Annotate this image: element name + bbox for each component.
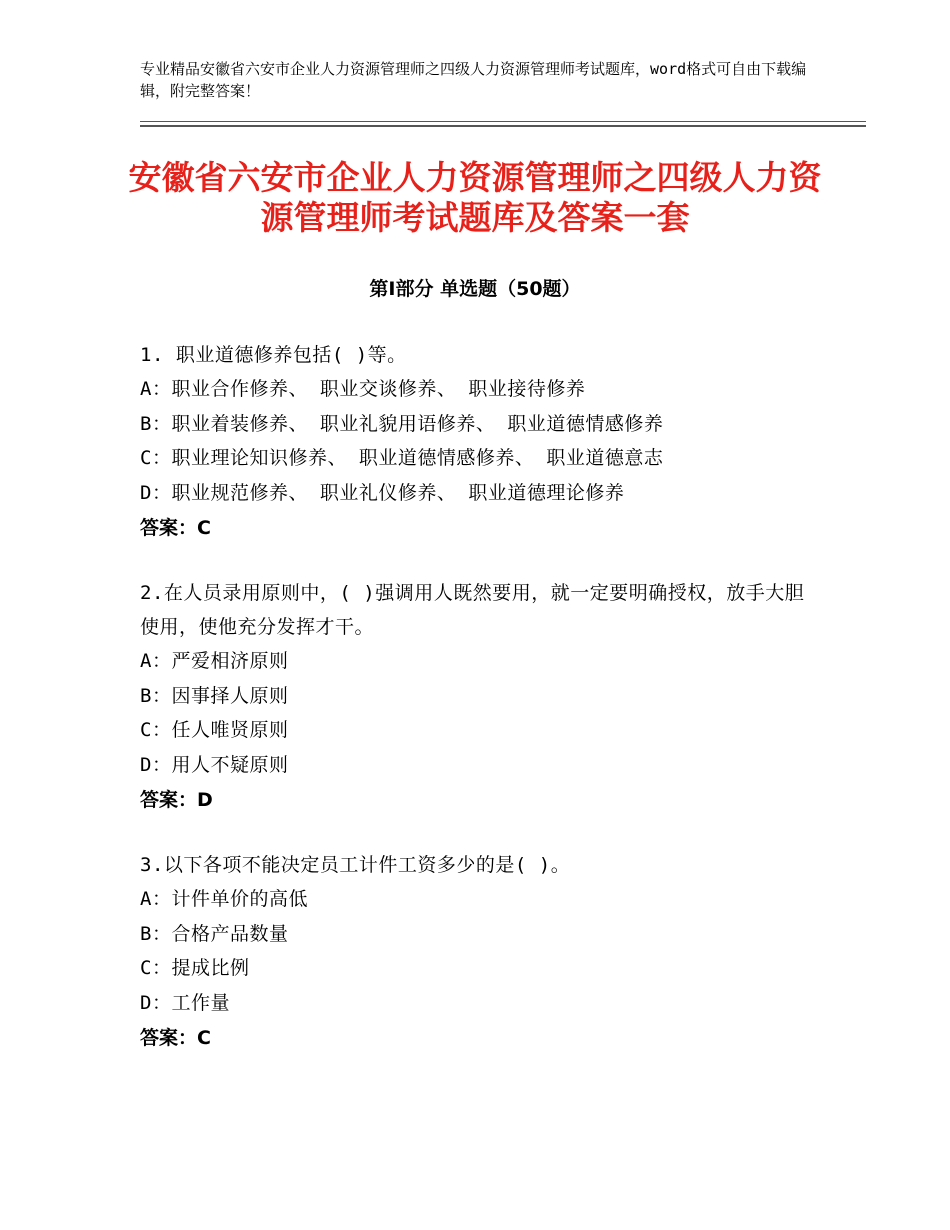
option-c: C：职业理论知识修养、 职业道德情感修养、 职业道德意志: [140, 447, 664, 469]
answer: 答案：D: [140, 789, 213, 811]
section-title: 第Ⅰ部分 单选题（50题）: [369, 278, 581, 300]
option-d: D：工作量: [140, 991, 230, 1014]
option-b: B：职业着装修养、 职业礼貌用语修养、 职业道德情感修养: [140, 412, 664, 435]
option-c: C：提成比例: [140, 957, 250, 979]
question-stem: 1. 职业道德修养包括( )等。: [140, 344, 407, 366]
option-b: B：因事择人原则: [140, 684, 289, 707]
question-stem: 3.以下各项不能决定员工计件工资多少的是( )。: [140, 854, 571, 876]
document-title: 安徽省六安市企业人力资源管理师之四级人力资源管理师考试题库及答案一套: [128, 158, 822, 237]
question-3: [140, 848, 820, 1056]
option-a: A：严爱相济原则: [140, 650, 289, 672]
option-d: D：用人不疑原则: [140, 753, 289, 776]
option-a: A：计件单价的高低: [140, 888, 308, 910]
answer: 答案：C: [140, 1027, 211, 1049]
header-divider: [140, 121, 866, 127]
option-b: B：合格产品数量: [140, 922, 289, 945]
question-stem: 2.在人员录用原则中，( )强调用人既然要用，就一定要明确授权，放手大胆使用，使他充分发挥才干。: [140, 582, 805, 638]
option-d: D：职业规范修养、 职业礼仪修养、 职业道德理论修养: [140, 481, 625, 504]
answer: 答案：C: [140, 517, 211, 539]
option-c: C：任人唯贤原则: [140, 719, 289, 741]
question-list: [140, 338, 820, 1086]
option-a: A：职业合作修养、 职业交谈修养、 职业接待修养: [140, 378, 586, 400]
question-1: [140, 338, 820, 546]
question-2: [140, 576, 820, 818]
header-note: 专业精品安徽省六安市企业人力资源管理师之四级人力资源管理师考试题库，word格式可自由下载编辑，附完整答案！: [140, 60, 807, 100]
